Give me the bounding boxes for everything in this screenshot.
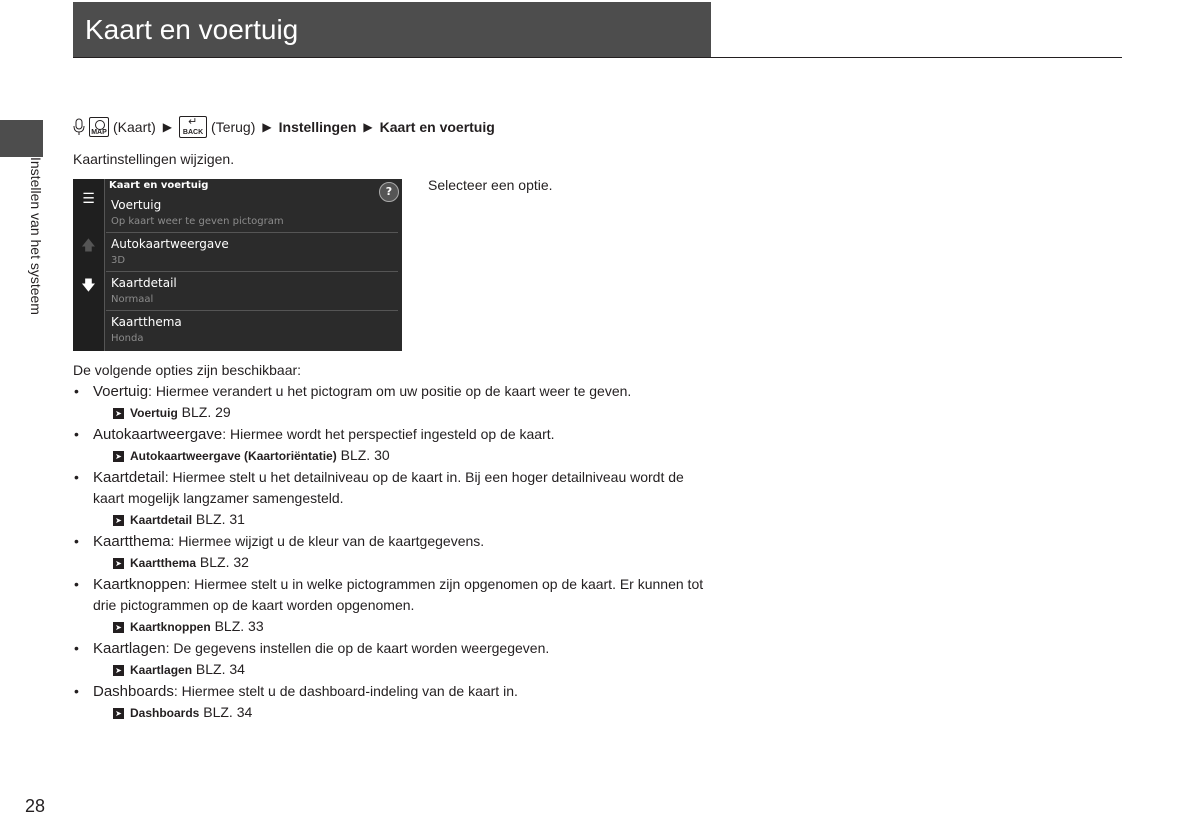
reference-arrow-icon: ➤ (113, 622, 124, 633)
option-name: Kaartknoppen (93, 576, 187, 593)
arrow-right-icon: ▶ (262, 120, 272, 134)
option-description: : Hiermee wordt het perspectief ingesteld op de kaart. (222, 426, 555, 442)
menu-item-vehicle[interactable] (106, 194, 398, 233)
reference-page: BLZ. 31 (192, 511, 245, 527)
reference-page: BLZ. 32 (196, 554, 249, 570)
list-item: • Kaartknoppen: Hiermee stelt u in welke pictogrammen zijn opgenomen op de kaart. Er kunnen tot drie pictogrammen op de kaart worden opgenomen. (74, 576, 704, 613)
reference-arrow-icon: ➤ (113, 665, 124, 676)
scroll-down-icon[interactable]: 🡇 (81, 278, 96, 294)
options-intro: De volgende opties zijn beschikbaar: (73, 362, 302, 378)
nav-screen-screenshot (73, 179, 402, 351)
arrow-right-icon: ▶ (363, 120, 373, 134)
menu-item-label: Autokaartweergave (111, 237, 229, 251)
page-reference[interactable] (73, 552, 713, 574)
back-button-icon: ↵ BACK (179, 116, 207, 138)
menu-item-label: Kaartdetail (111, 276, 177, 290)
reference-arrow-icon: ➤ (113, 451, 124, 462)
reference-title: Dashboards (130, 706, 200, 720)
page-title: Kaart en voertuig (73, 2, 711, 58)
reference-page: BLZ. 33 (210, 618, 264, 634)
section-tab-label: Instellen van het systeem (28, 157, 44, 315)
arrow-right-icon: ▶ (162, 120, 173, 134)
option-description: : Hiermee stelt u de dashboard-indeling van de kaart in. (173, 683, 518, 699)
list-item: • Autokaartweergave: Hiermee wordt het perspectief ingesteld op de kaart. (74, 426, 555, 443)
list-item: • Voertuig: Hiermee verandert u het pictogram om uw positie op de kaart weer te geven. (74, 383, 632, 400)
page-reference[interactable] (73, 402, 713, 424)
page-number: 28 (25, 796, 46, 816)
option-name: Voertuig (93, 383, 149, 400)
screen-title: Kaart en voertuig (109, 180, 209, 191)
menu-icon[interactable]: ☰ (82, 191, 95, 207)
list-item: • Kaartlagen: De gegevens instellen die op de kaart worden weergegeven. (74, 640, 550, 657)
screen-side-rail (73, 179, 105, 351)
option-name: Kaartlagen (93, 640, 166, 657)
scroll-up-icon[interactable]: 🡅 (81, 238, 96, 254)
menu-item-value: Op kaart weer te geven pictogram (111, 216, 284, 227)
page-reference[interactable] (73, 445, 713, 467)
reference-title: Kaartknoppen (130, 620, 211, 634)
option-description: : Hiermee stelt u het detailniveau op de kaart in. Bij een hoger detailniveau wordt de kaart mogelijk langzamer samengesteld. (93, 469, 684, 506)
option-name: Autokaartweergave (93, 426, 223, 443)
reference-arrow-icon: ➤ (113, 558, 124, 569)
menu-item-map-theme[interactable] (106, 311, 398, 349)
menu-item-value: Honda (111, 333, 144, 344)
reference-title: Kaartlagen (130, 663, 193, 677)
option-description: : De gegevens instellen die op de kaart worden weergegeven. (165, 640, 550, 656)
option-name: Dashboards (93, 683, 174, 700)
menu-item-value: 3D (111, 255, 126, 266)
list-item: • Kaartdetail: Hiermee stelt u het detailniveau op de kaart in. Bij een hoger detailniveau wordt de kaart mogelijk langzamer samengesteld. (74, 469, 684, 506)
menu-item-value: Normaal (111, 294, 154, 305)
breadcrumb (73, 116, 495, 138)
reference-page: BLZ. 30 (336, 447, 390, 463)
breadcrumb-back-label: (Terug) (211, 119, 256, 135)
page-reference[interactable] (73, 659, 713, 681)
select-option-hint: Selecteer een optie. (428, 177, 553, 193)
option-description: : Hiermee stelt u in welke pictogrammen zijn opgenomen op de kaart. Er kunnen tot drie pictogrammen op de kaart worden opgenomen. (93, 576, 704, 613)
breadcrumb-map-label: (Kaart) (113, 119, 156, 135)
breadcrumb-step-map-vehicle: Kaart en voertuig (379, 119, 495, 135)
reference-page: BLZ. 34 (192, 661, 245, 677)
reference-title: Voertuig (130, 406, 178, 420)
title-divider (73, 57, 1122, 58)
page-reference[interactable] (73, 616, 713, 638)
voice-icon (73, 118, 85, 136)
help-icon[interactable]: ? (379, 182, 399, 202)
page-reference[interactable] (73, 509, 713, 531)
reference-arrow-icon: ➤ (113, 515, 124, 526)
reference-title: Kaartdetail (130, 513, 193, 527)
reference-title: Kaartthema (130, 556, 197, 570)
map-button-icon: MAP (89, 117, 109, 137)
reference-title: Autokaartweergave (Kaartoriëntatie) (130, 449, 337, 463)
reference-page: BLZ. 34 (199, 704, 253, 720)
option-description: : Hiermee verandert u het pictogram om uw positie op de kaart weer te geven. (148, 383, 632, 399)
list-item: • Kaartthema: Hiermee wijzigt u de kleur van de kaartgegevens. (74, 533, 485, 550)
option-description: : Hiermee wijzigt u de kleur van de kaartgegevens. (170, 533, 485, 549)
options-list (73, 381, 713, 724)
option-name: Kaartdetail (93, 469, 165, 486)
menu-item-label: Kaartthema (111, 315, 182, 329)
option-name: Kaartthema (93, 533, 171, 550)
menu-item-auto-map-view[interactable] (106, 233, 398, 272)
menu-item-map-detail[interactable] (106, 272, 398, 311)
breadcrumb-step-settings: Instellingen (278, 119, 357, 135)
menu-item-label: Voertuig (111, 198, 162, 212)
reference-arrow-icon: ➤ (113, 708, 124, 719)
list-item: • Dashboards: Hiermee stelt u de dashboard-indeling van de kaart in. (74, 683, 518, 700)
reference-arrow-icon: ➤ (113, 408, 124, 419)
intro-text: Kaartinstellingen wijzigen. (73, 151, 235, 167)
reference-page: BLZ. 29 (177, 404, 231, 420)
page-reference[interactable] (73, 702, 713, 724)
section-tab-marker (0, 120, 43, 157)
